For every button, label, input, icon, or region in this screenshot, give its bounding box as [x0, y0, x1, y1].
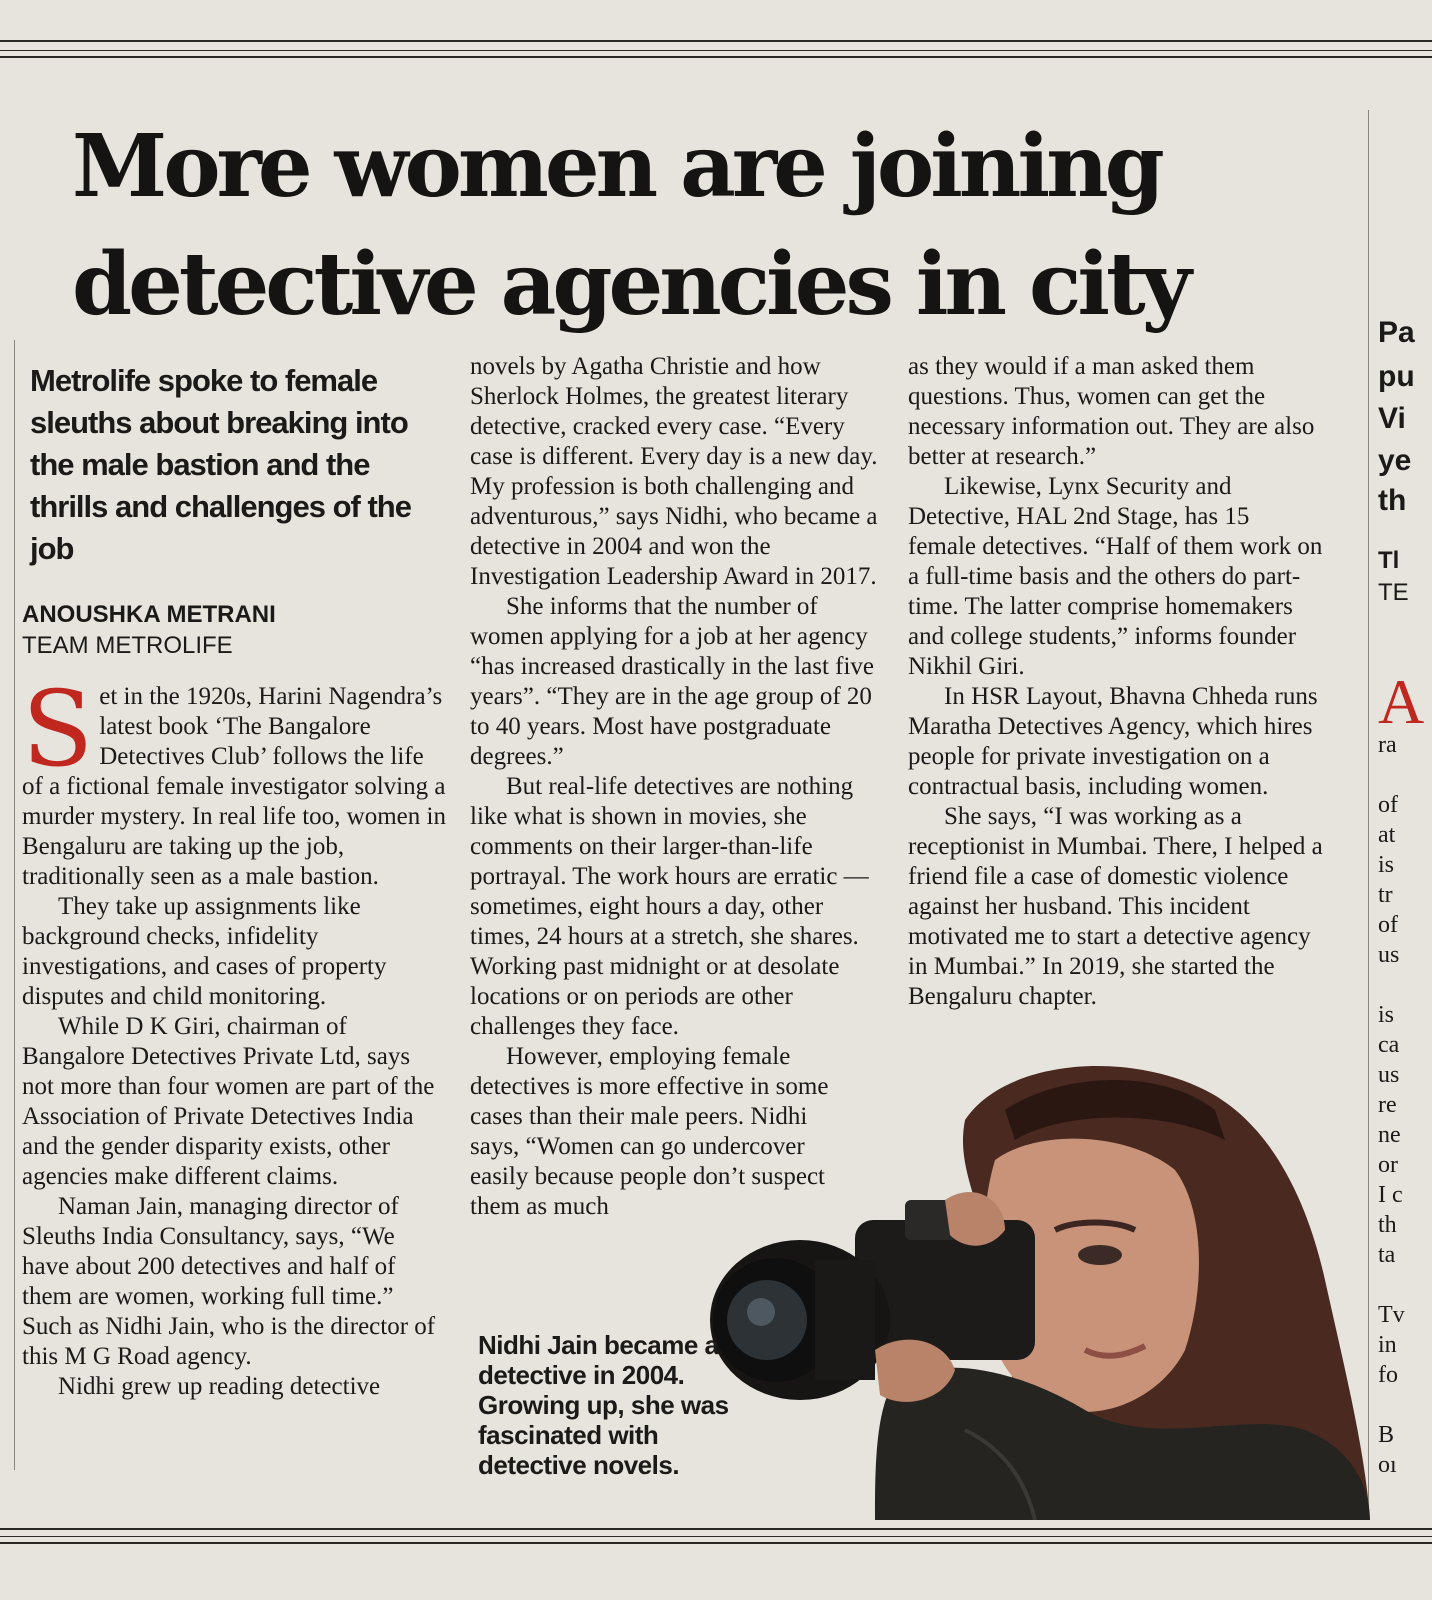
body-paragraph: In HSR Layout, Bhavna Chheda runs Maratha Detectives Agency, which hires people for private investigation on a contractual basis, including women. [908, 683, 1318, 800]
standfirst: Metrolife spoke to female sleuths about breaking into the male bastion and the thrills and challenges of the job [30, 363, 411, 566]
body-paragraph: She says, “I was working as a receptionist in Mumbai. There, I helped a friend file a case of domestic violence against her husband. This incident motivated me to start a detective agency in Mumbai.” In 2019, she started the Bengaluru chapter. [908, 803, 1323, 1010]
top-rule-3 [0, 56, 1432, 58]
edge-byline-fragment: Tl [1378, 547, 1400, 574]
edge-text-fragment: of [1378, 912, 1398, 938]
headline-line-2: detective agencies in city [72, 234, 1188, 335]
edge-text-fragment: th [1378, 1212, 1397, 1238]
body-paragraph [22, 668, 447, 892]
edge-text-fragment: ne [1378, 1122, 1401, 1148]
body-paragraph: Naman Jain, managing director of Sleuths India Consultancy, says, “We have about 200 detectives and half of them are women, working full time.” Such as Nidhi Jain, who is the director of this M G Road agency. [22, 1193, 436, 1370]
edge-text-fragment: tr [1378, 882, 1393, 908]
edge-text-fragment: ca [1378, 1032, 1400, 1058]
edge-text-fragment: is [1378, 1002, 1395, 1028]
edge-headline-fragment: pu [1378, 360, 1415, 393]
edge-text-fragment: fo [1378, 1362, 1398, 1388]
bottom-rule-3 [0, 1542, 1432, 1544]
body-paragraph: However, employing female detectives is more effective in some cases than their male peers. Nidhi says, “Women can go undercover easily because people don’t suspect them as much [470, 1043, 829, 1220]
photo-caption: Nidhi Jain became a detective in 2004. Growing up, she was fascinated with detective novels. [478, 1330, 729, 1480]
body-paragraph: She informs that the number of women applying for a job at her agency “has increased drastically in the last five years”. “They are in the age group of 20 to 40 years. Most have postgraduate degrees.” [470, 593, 875, 770]
left-border [14, 340, 15, 1470]
edge-text-fragment: re [1378, 1092, 1397, 1118]
edge-text-fragment: is [1378, 852, 1395, 878]
edge-headline-fragment: Vi [1378, 402, 1406, 435]
body-paragraph: But real-life detectives are nothing like what is shown in movies, she comments on their larger-than-life portrayal. The work hours are erratic — sometimes, eight hours a day, other times, 24 hours at a stretch, she shares. Working past midnight or at desolate locations or on periods are other challenges they face. [470, 773, 869, 1040]
top-rule-2 [0, 50, 1432, 51]
top-rule [0, 40, 1432, 42]
body-paragraph: as they would if a man asked them questions. Thus, women can get the necessary information out. They are also better at research.” [908, 353, 1315, 470]
byline-team: TEAM METROLIFE [22, 632, 233, 659]
headline-line-1: More women are joining [72, 116, 1161, 217]
bottom-rule [0, 1528, 1432, 1530]
bottom-rule-2 [0, 1536, 1432, 1537]
edge-text-fragment: or [1378, 1152, 1398, 1178]
edge-text-fragment: ta [1378, 1242, 1396, 1268]
edge-headline-fragment: Pa [1378, 316, 1415, 349]
edge-text-fragment: of [1378, 792, 1398, 818]
edge-text-fragment: in [1378, 1332, 1397, 1358]
edge-text-fragment: us [1378, 942, 1400, 968]
edge-drop-cap: A [1378, 666, 1425, 737]
edge-text-fragment: us [1378, 1062, 1400, 1088]
body-paragraph: Nidhi grew up reading detective [58, 1373, 381, 1400]
edge-text-fragment: I c [1378, 1182, 1403, 1208]
byline-name: ANOUSHKA METRANI [22, 601, 276, 628]
paragraph-text: et in the 1920s, Harini Nagendra’s latest book ‘The Bangalore Detectives Club’ follows the life of a fictional female investigator solving a murder mystery. In real life too, women in Bengaluru are taking up the job, traditionally seen as a male bastion. [22, 683, 446, 890]
body-paragraph: Likewise, Lynx Security and Detective, HAL 2nd Stage, has 15 female detectives. “Half of them work on a full-time basis and the others do part-time. The latter comprise homemakers and college students,” informs founder Nikhil Giri. [908, 473, 1323, 680]
body-paragraph: novels by Agatha Christie and how Sherlock Holmes, the greatest literary detective, cracked every case. “Every case is different. Every day is a new day. My profession is both challenging and adventurous,” says Nidhi, who became a detective in 2004 and won the Investigation Leadership Award in 2017. [470, 353, 878, 590]
body-column-3 [908, 352, 1323, 1012]
edge-text-fragment: at [1378, 822, 1396, 848]
edge-text-fragment: ra [1378, 732, 1397, 758]
adjacent-article-edge [1378, 300, 1432, 1500]
headline [72, 108, 1312, 344]
edge-headline-fragment: ye [1378, 444, 1412, 477]
body-paragraph: While D K Giri, chairman of Bangalore Detectives Private Ltd, says not more than four women are part of the Association of Private Detectives India and the gender disparity exists, other agencies make different claims. [22, 1013, 435, 1190]
drop-cap: S [22, 668, 94, 790]
detective-photo [705, 1050, 1370, 1520]
edge-text-fragment: B [1378, 1422, 1395, 1448]
edge-text-fragment: oı [1378, 1452, 1397, 1478]
edge-headline-fragment: th [1378, 484, 1407, 517]
edge-text-fragment: Tv [1378, 1302, 1405, 1328]
edge-byline-fragment: TE [1378, 579, 1409, 606]
body-paragraph: They take up assignments like background checks, infidelity investigations, and cases of property disputes and child monitoring. [22, 893, 387, 1010]
byline [22, 600, 442, 662]
body-column-1 [22, 668, 447, 1402]
